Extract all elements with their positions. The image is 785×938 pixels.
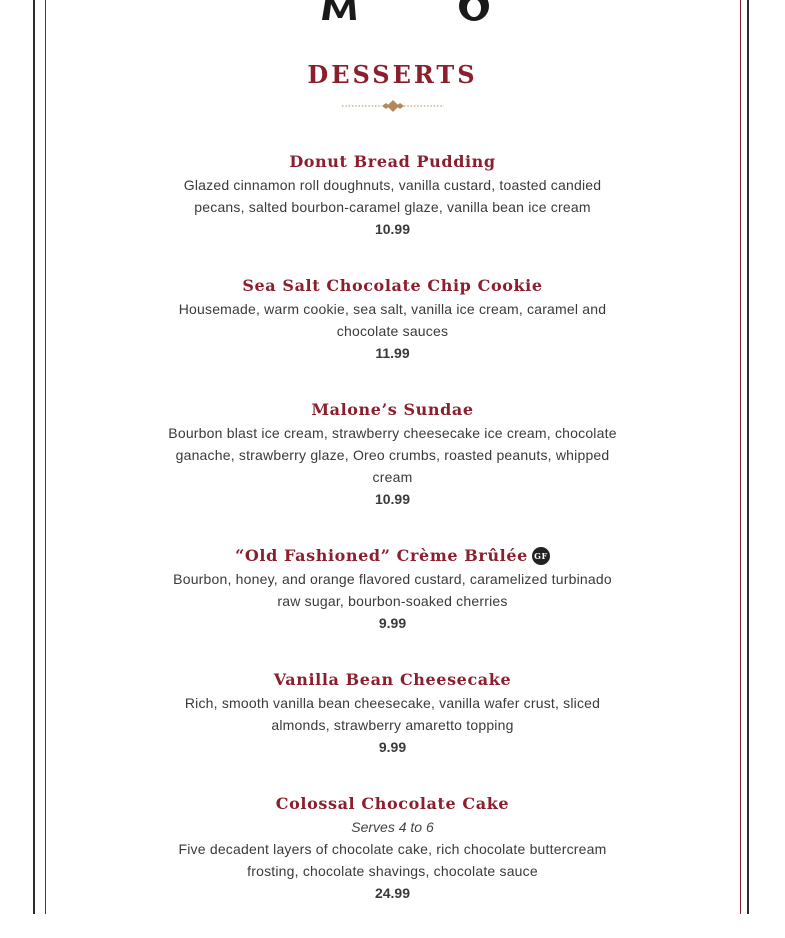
item-price: 9.99 [378, 615, 407, 631]
menu-item [0, 792, 785, 904]
item-price: 24.99 [374, 885, 411, 901]
section-title: DESSERTS [307, 60, 478, 89]
item-description: Rich, smooth vanilla bean cheesecake, vanilla wafer crust, sliced almonds, strawberry amaretto topping [184, 695, 601, 733]
menu-item [0, 544, 785, 634]
item-description: Bourbon blast ice cream, strawberry cheesecake ice cream, chocolate ganache, strawberry glaze, Oreo crumbs, roasted peanuts, whipped cream [168, 425, 617, 485]
dessert-menu [0, 150, 785, 938]
item-serving-note: Serves 4 to 6 [351, 819, 434, 835]
item-name: Malone’s Sundae [311, 400, 474, 419]
item-name: Donut Bread Pudding [289, 152, 496, 171]
divider-ornament [342, 100, 444, 112]
item-description: Bourbon, honey, and orange flavored custard, caramelized turbinado raw sugar, bourbon-soaked cherries [173, 571, 612, 609]
menu-item [0, 150, 785, 240]
item-price: 10.99 [374, 491, 411, 507]
item-price: 10.99 [374, 221, 411, 237]
item-price: 9.99 [378, 739, 407, 755]
menu-item [0, 668, 785, 758]
item-name: Colossal Chocolate Cake [275, 794, 510, 813]
menu-item [0, 398, 785, 510]
item-description: Five decadent layers of chocolate cake, rich chocolate buttercream frosting, chocolate shavings, chocolate sauce [178, 841, 607, 879]
item-price: 11.99 [375, 345, 410, 361]
item-name: Vanilla Bean Cheesecake [273, 670, 512, 689]
menu-item [0, 274, 785, 364]
item-name: Sea Salt Chocolate Chip Cookie [242, 276, 543, 295]
item-name: “Old Fashioned” Crème Brûlée GF [235, 544, 550, 568]
item-description: Glazed cinnamon roll doughnuts, vanilla custard, toasted candied pecans, salted bourbon-caramel glaze, vanilla bean ice cream [183, 177, 602, 215]
gluten-free-badge: GF [532, 547, 550, 565]
logo-fragment [320, 0, 490, 22]
item-description: Housemade, warm cookie, sea salt, vanilla ice cream, caramel and chocolate sauces [178, 301, 607, 339]
